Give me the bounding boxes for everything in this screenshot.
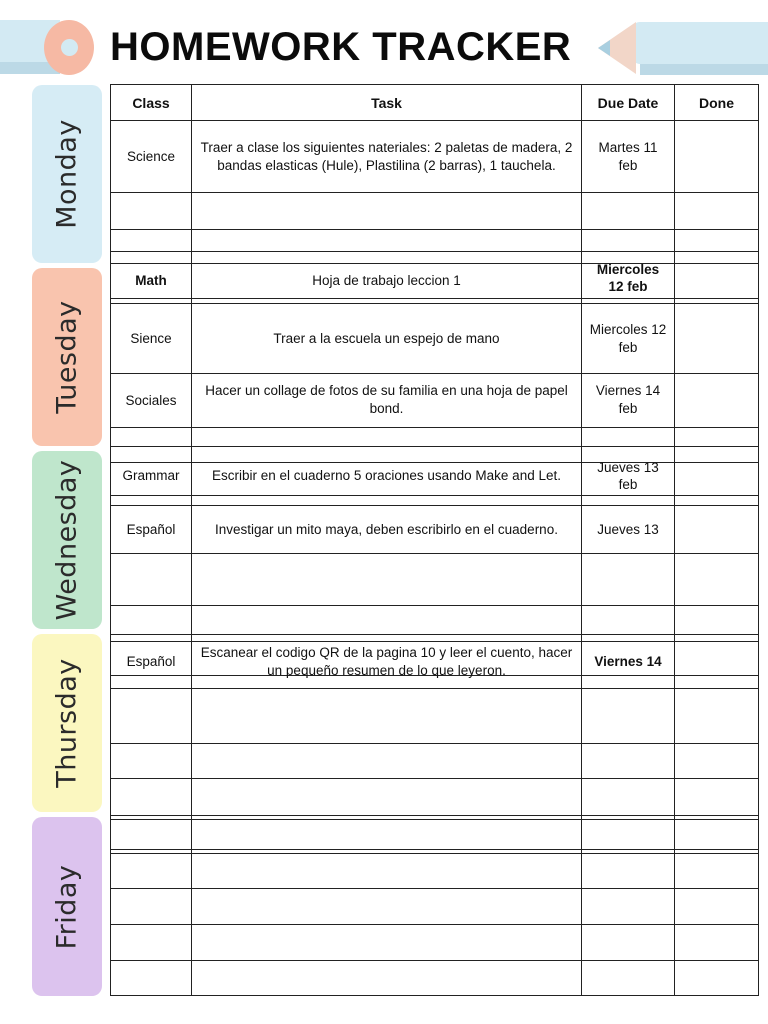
row-task-cell: Hoja de trabajo leccion 1 [312,273,461,288]
row-due-cell: Martes 11 feb [598,140,658,173]
row-due-cell: Viernes 14 [594,654,662,669]
header-class: Class [132,94,170,111]
row-done-cell[interactable] [675,304,758,373]
table-line [110,778,759,779]
table-line [110,849,759,850]
row-done-cell[interactable] [675,264,758,298]
pencil-right-stripe [640,64,768,75]
table-line [110,960,759,961]
row-task-cell: Traer a la escuela un espejo de mano [273,330,500,346]
row-class-cell: Sociales [125,392,177,408]
day-label-monday: Monday [51,119,83,229]
row-task-cell: Hacer un collage de fotos de su familia en una hoja de papel bond. [205,383,568,416]
row-task-cell: Traer a clase los siguientes nateriales: 2 paletas de madera, 2 bandas elasticas (Hule), Plastilina (2 barras), 1 tauchela. [200,139,573,173]
row-class-cell: Grammar [122,467,180,483]
table-line [110,634,759,635]
row-due-cell: Miercoles 12 feb [596,262,660,294]
header-done: Done [699,94,734,111]
row-done-cell[interactable] [675,642,758,675]
pencil-eraser-icon [44,20,94,75]
row-done-cell[interactable] [675,374,758,427]
table-line [110,688,759,689]
table-line [110,298,759,299]
header-due-date: Due Date [597,94,659,111]
table-line [110,853,759,854]
table-line [110,446,759,447]
table-border-right [758,84,759,996]
row-due-cell: Viernes 14 feb [595,383,661,416]
table-line [110,251,759,252]
header-task: Task [371,94,402,111]
day-label-tuesday: Tuesday [51,300,83,414]
table-line [110,743,759,744]
row-class-cell: Math [135,273,167,288]
row-class-cell: Science [126,148,176,164]
table-line [110,995,759,996]
table-line [110,888,759,889]
day-label-thursday: Thursday [51,658,83,788]
day-tab-wednesday [32,451,102,629]
row-class-cell: Sience [130,330,172,346]
day-tab-thursday [32,634,102,812]
row-done-cell[interactable] [675,121,758,192]
row-task-cell: Escribir en el cuaderno 5 oraciones usando Make and Let. [212,467,561,483]
pencil-lead-icon [598,40,610,56]
day-tab-monday [32,85,102,263]
day-tab-friday [32,817,102,996]
table-line [110,605,759,606]
table-line [110,427,759,428]
day-tab-tuesday [32,268,102,446]
row-task-cell: Escanear el codigo QR de la pagina 10 y leer el cuento, hacer un pequeño resumen de lo que leyeron. [200,645,573,678]
row-due-cell: Miercoles 12 feb [589,321,667,355]
table-line [110,924,759,925]
table-line [110,553,759,554]
pencil-right-decoration [632,22,768,64]
row-class-cell: Español [126,654,176,669]
page-title: HOMEWORK TRACKER [110,25,572,69]
row-class-cell: Español [126,521,176,537]
row-due-cell: Jueves 13 feb [597,460,659,492]
row-done-cell[interactable] [675,506,758,553]
row-done-cell[interactable] [675,463,758,495]
day-label-wednesday: Wednesday [51,459,83,621]
table-line [110,819,759,820]
table-line [110,815,759,816]
row-task-cell: Investigar un mito maya, deben escribirlo en el cuaderno. [215,521,558,537]
table-line [110,229,759,230]
day-label-friday: Friday [51,864,83,949]
row-due-cell: Jueves 13 [597,521,659,537]
table-line [110,192,759,193]
